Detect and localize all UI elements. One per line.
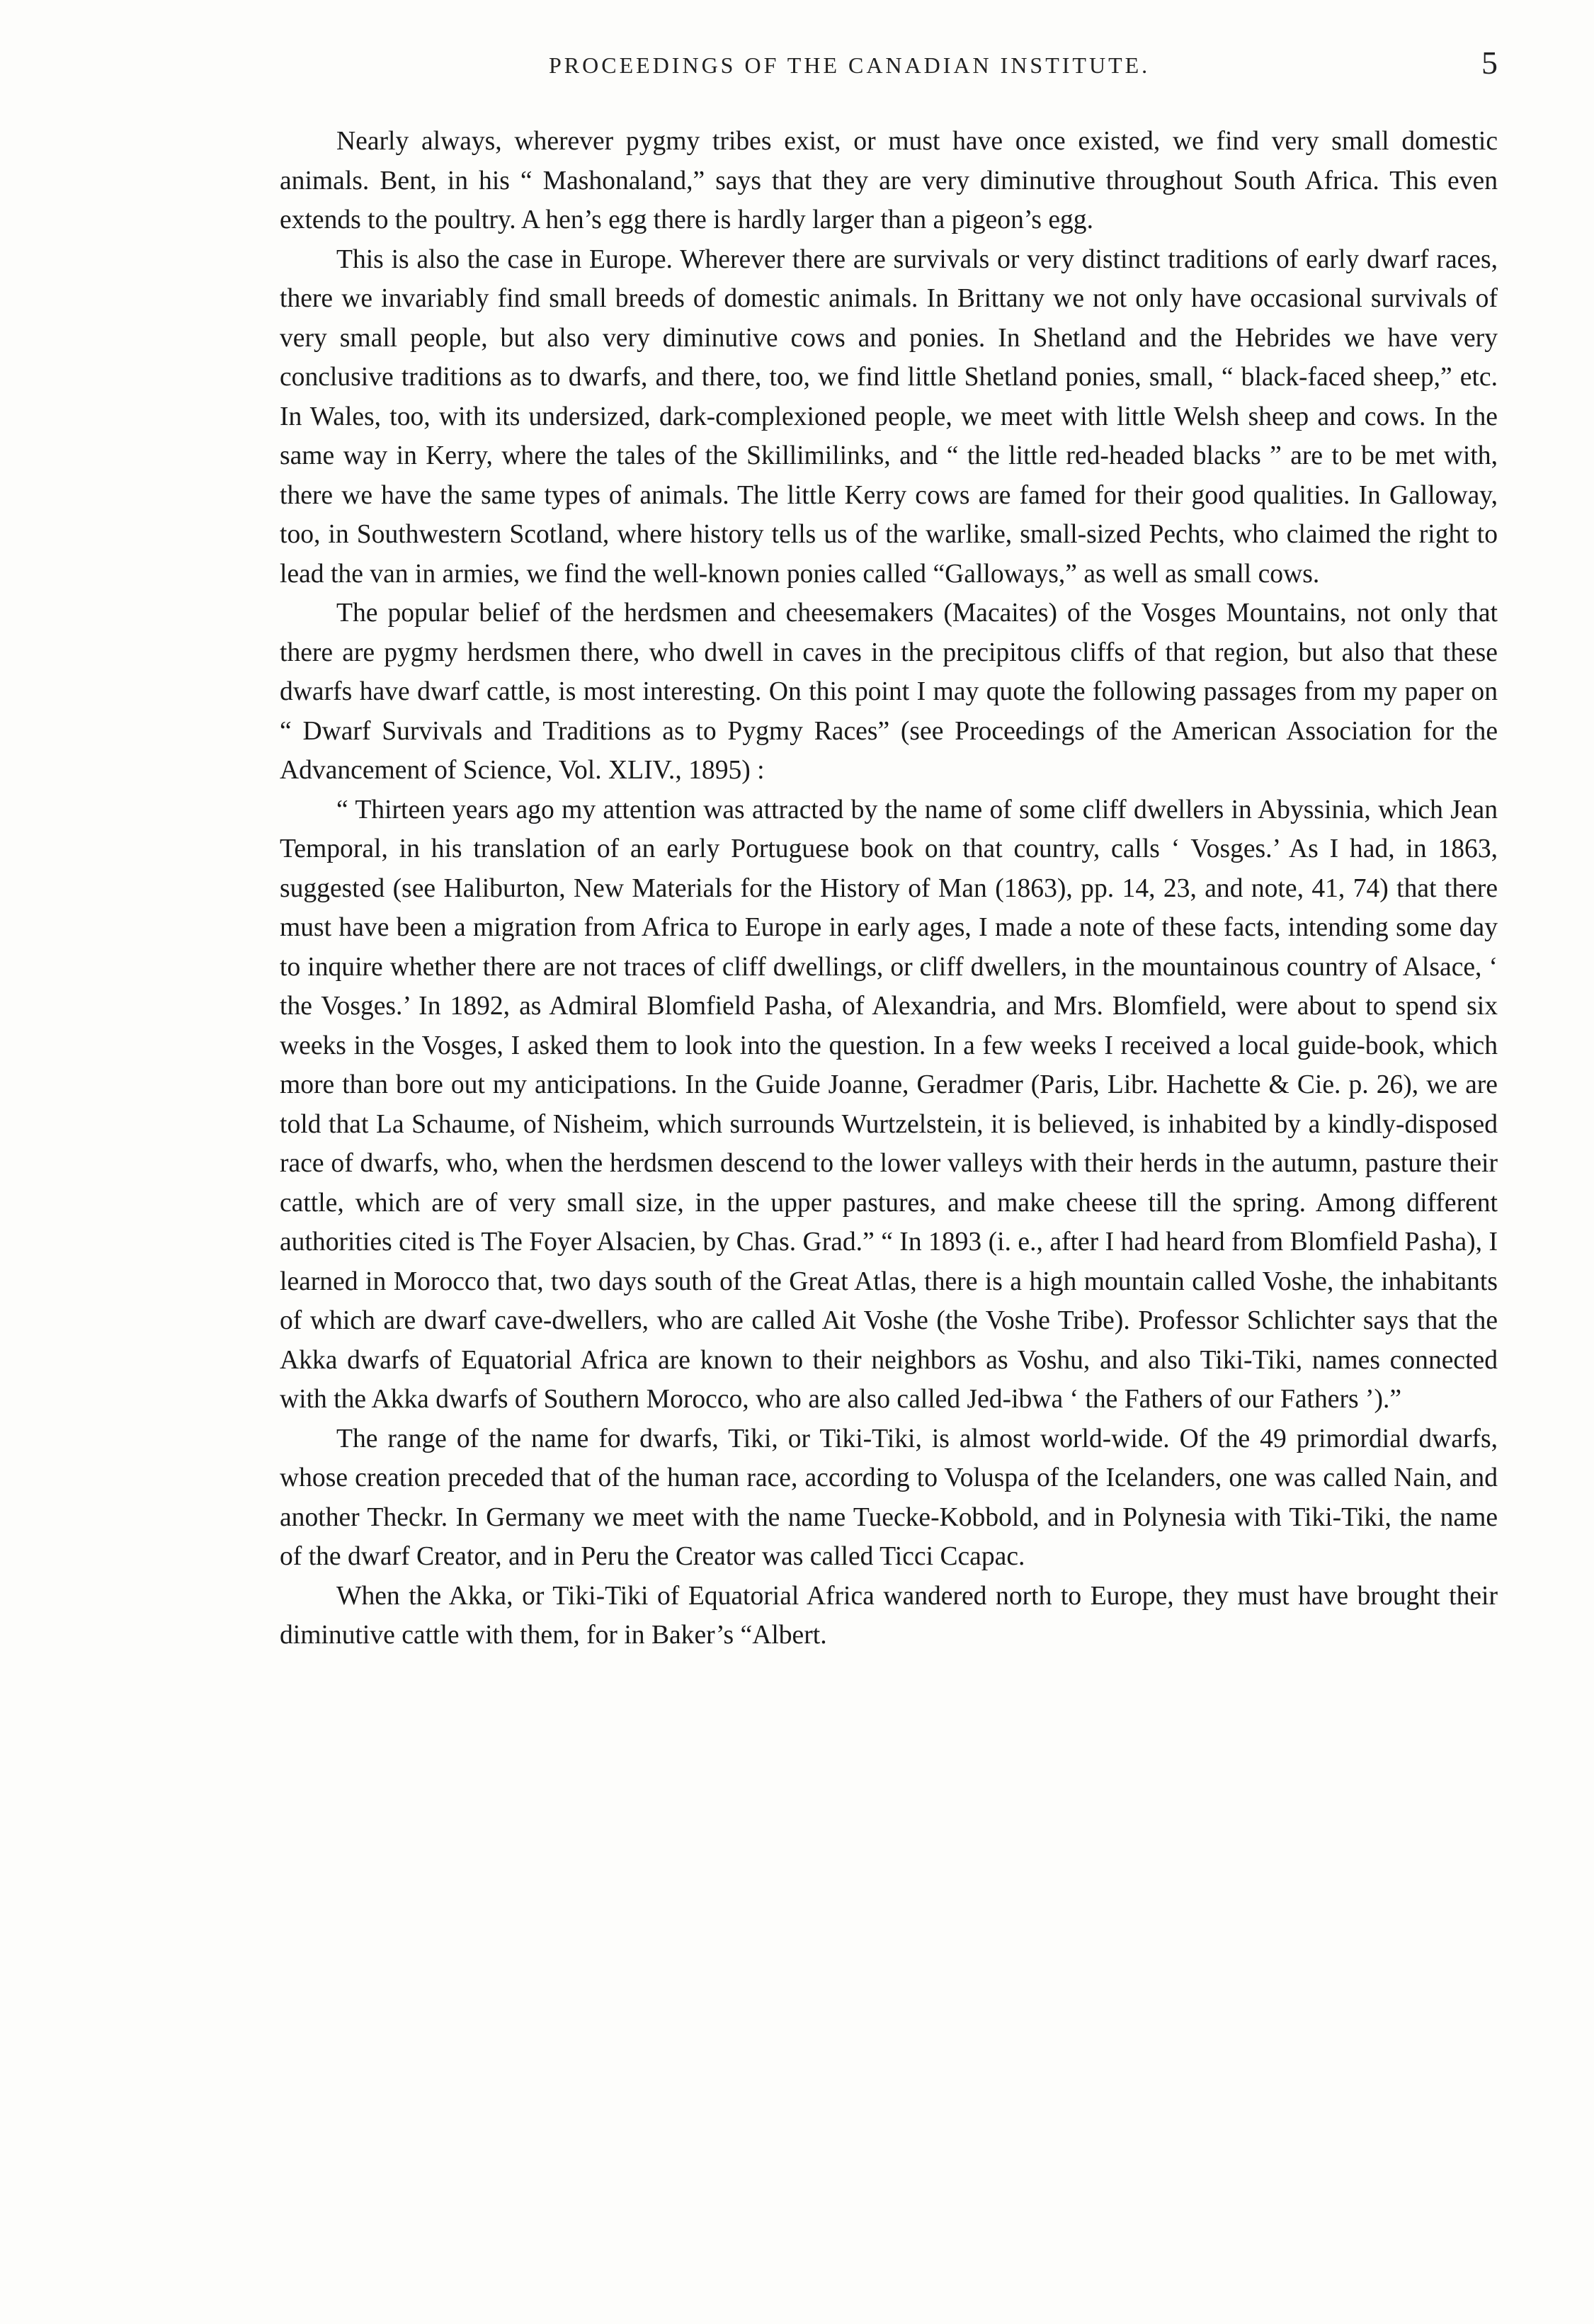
paragraph-small-animals: Nearly always, wherever pygmy tribes exist, or must have once existed, we find very small domestic animals. Bent, in his “ Mashonaland,” says that they are very diminutive throughout South Africa. This even extends to the poultry. A hen’s egg there is hardly larger than a pigeon’s egg. (280, 127, 1498, 234)
body-text (280, 122, 1498, 1655)
page-number: 5 (1481, 45, 1498, 81)
running-head (280, 44, 1498, 93)
paragraph-quotation: “ Thirteen years ago my attention was attracted by the name of some cliff dwellers in Abyssinia, which Jean Temporal, in his translation of an early Portuguese book on that country, calls ‘ Vosges.’ As I had, in 1863, suggested (see Haliburton, New Materials for the History of Man (1863), pp. 14, 23, and note, 41, 74) that there must have been a migration from Africa to Europe in early ages, I made a note of these facts, intending some day to inquire whether there are not traces of cliff dwellings, or cliff dwellers, in the mountainous country of Alsace, ‘ the Vosges.’ In 1892, as Admiral Blomfield Pasha, of Alexandria, and Mrs. Blomfield, were about to spend six weeks in the Vosges, I asked them to look into the question. In a few weeks I received a local guide-book, which more than bore out my anticipations. In the Guide Joanne, Geradmer (Paris, Libr. Hachette & Cie. p. 26), we are told that La Schaume, of Nisheim, which surrounds Wurtzelstein, it is believed, is inhabited by a kindly-disposed race of dwarfs, who, when the herdsmen descend to the lower valleys with their herds in the autumn, pasture their cattle, which are of very small size, in the upper pastures, and make cheese till the spring. Among different authorities cited is The Foyer Alsacien, by Chas. Grad.” “ In 1893 (i. e., after I had heard from Blomfield Pasha), I learned in Morocco that, two days south of the Great Atlas, there is a high mountain called Voshe, the inhabitants of which are dwarf cave-dwellers, who are called Ait Voshe (the Voshe Tribe). Professor Schlichter says that the Akka dwarfs of Equatorial Africa are known to their neighbors as Voshu, and also Tiki-Tiki, names connected with the Akka dwarfs of Southern Morocco, who are also called Jed-ibwa ‘ the Fathers of our Fathers ’).” (280, 795, 1498, 1414)
page (280, 44, 1498, 1655)
paragraph-akka: When the Akka, or Tiki-Tiki of Equatorial Africa wandered north to Europe, they must have brought their diminutive cattle with them, for in Baker’s “Albert. (280, 1581, 1498, 1650)
running-title: PROCEEDINGS OF THE CANADIAN INSTITUTE. (549, 52, 1151, 78)
paragraph-europe: This is also the case in Europe. Wherever there are survivals or very distinct traditions of early dwarf races, there we invariably find small breeds of domestic animals. In Brittany we not only have occasional survivals of very small people, but also very diminutive cows and ponies. In Shetland and the Hebrides we have very conclusive traditions as to dwarfs, and there, too, we find little Shetland ponies, small, “ black-faced sheep,” etc. In Wales, too, with its undersized, dark-complexioned people, we meet with little Welsh sheep and cows. In the same way in Kerry, where the tales of the Skillimilinks, and “ the little red-headed blacks ” are to be met with, there we have the same types of animals. The little Kerry cows are famed for their good qualities. In Galloway, too, in Southwestern Scotland, where history tells us of the warlike, small-sized Pechts, who claimed the right to lead the van in armies, we find the well-known ponies called “Galloways,” as well as small cows. (280, 244, 1498, 589)
paragraph-vosges: The popular belief of the herdsmen and cheesemakers (Macaites) of the Vosges Mountains, not only that there are pygmy herdsmen there, who dwell in caves in the precipitous cliffs of that region, but also that these dwarfs have dwarf cattle, is most interesting. On this point I may quote the following passages from my paper on “ Dwarf Survivals and Traditions as to Pygmy Races” (see Proceedings of the American Association for the Advancement of Science, Vol. XLIV., 1895) : (280, 599, 1498, 785)
paragraph-tiki-tiki: The range of the name for dwarfs, Tiki, or Tiki-Tiki, is almost world-wide. Of the 49 primordial dwarfs, whose creation preceded that of the human race, according to Voluspa of the Icelanders, one was called Nain, and another Theckr. In Germany we meet with the name Tuecke-Kobbold, and in Polynesia with Tiki-Tiki, the name of the dwarf Creator, and in Peru the Creator was called Ticci Ccapac. (280, 1424, 1498, 1571)
